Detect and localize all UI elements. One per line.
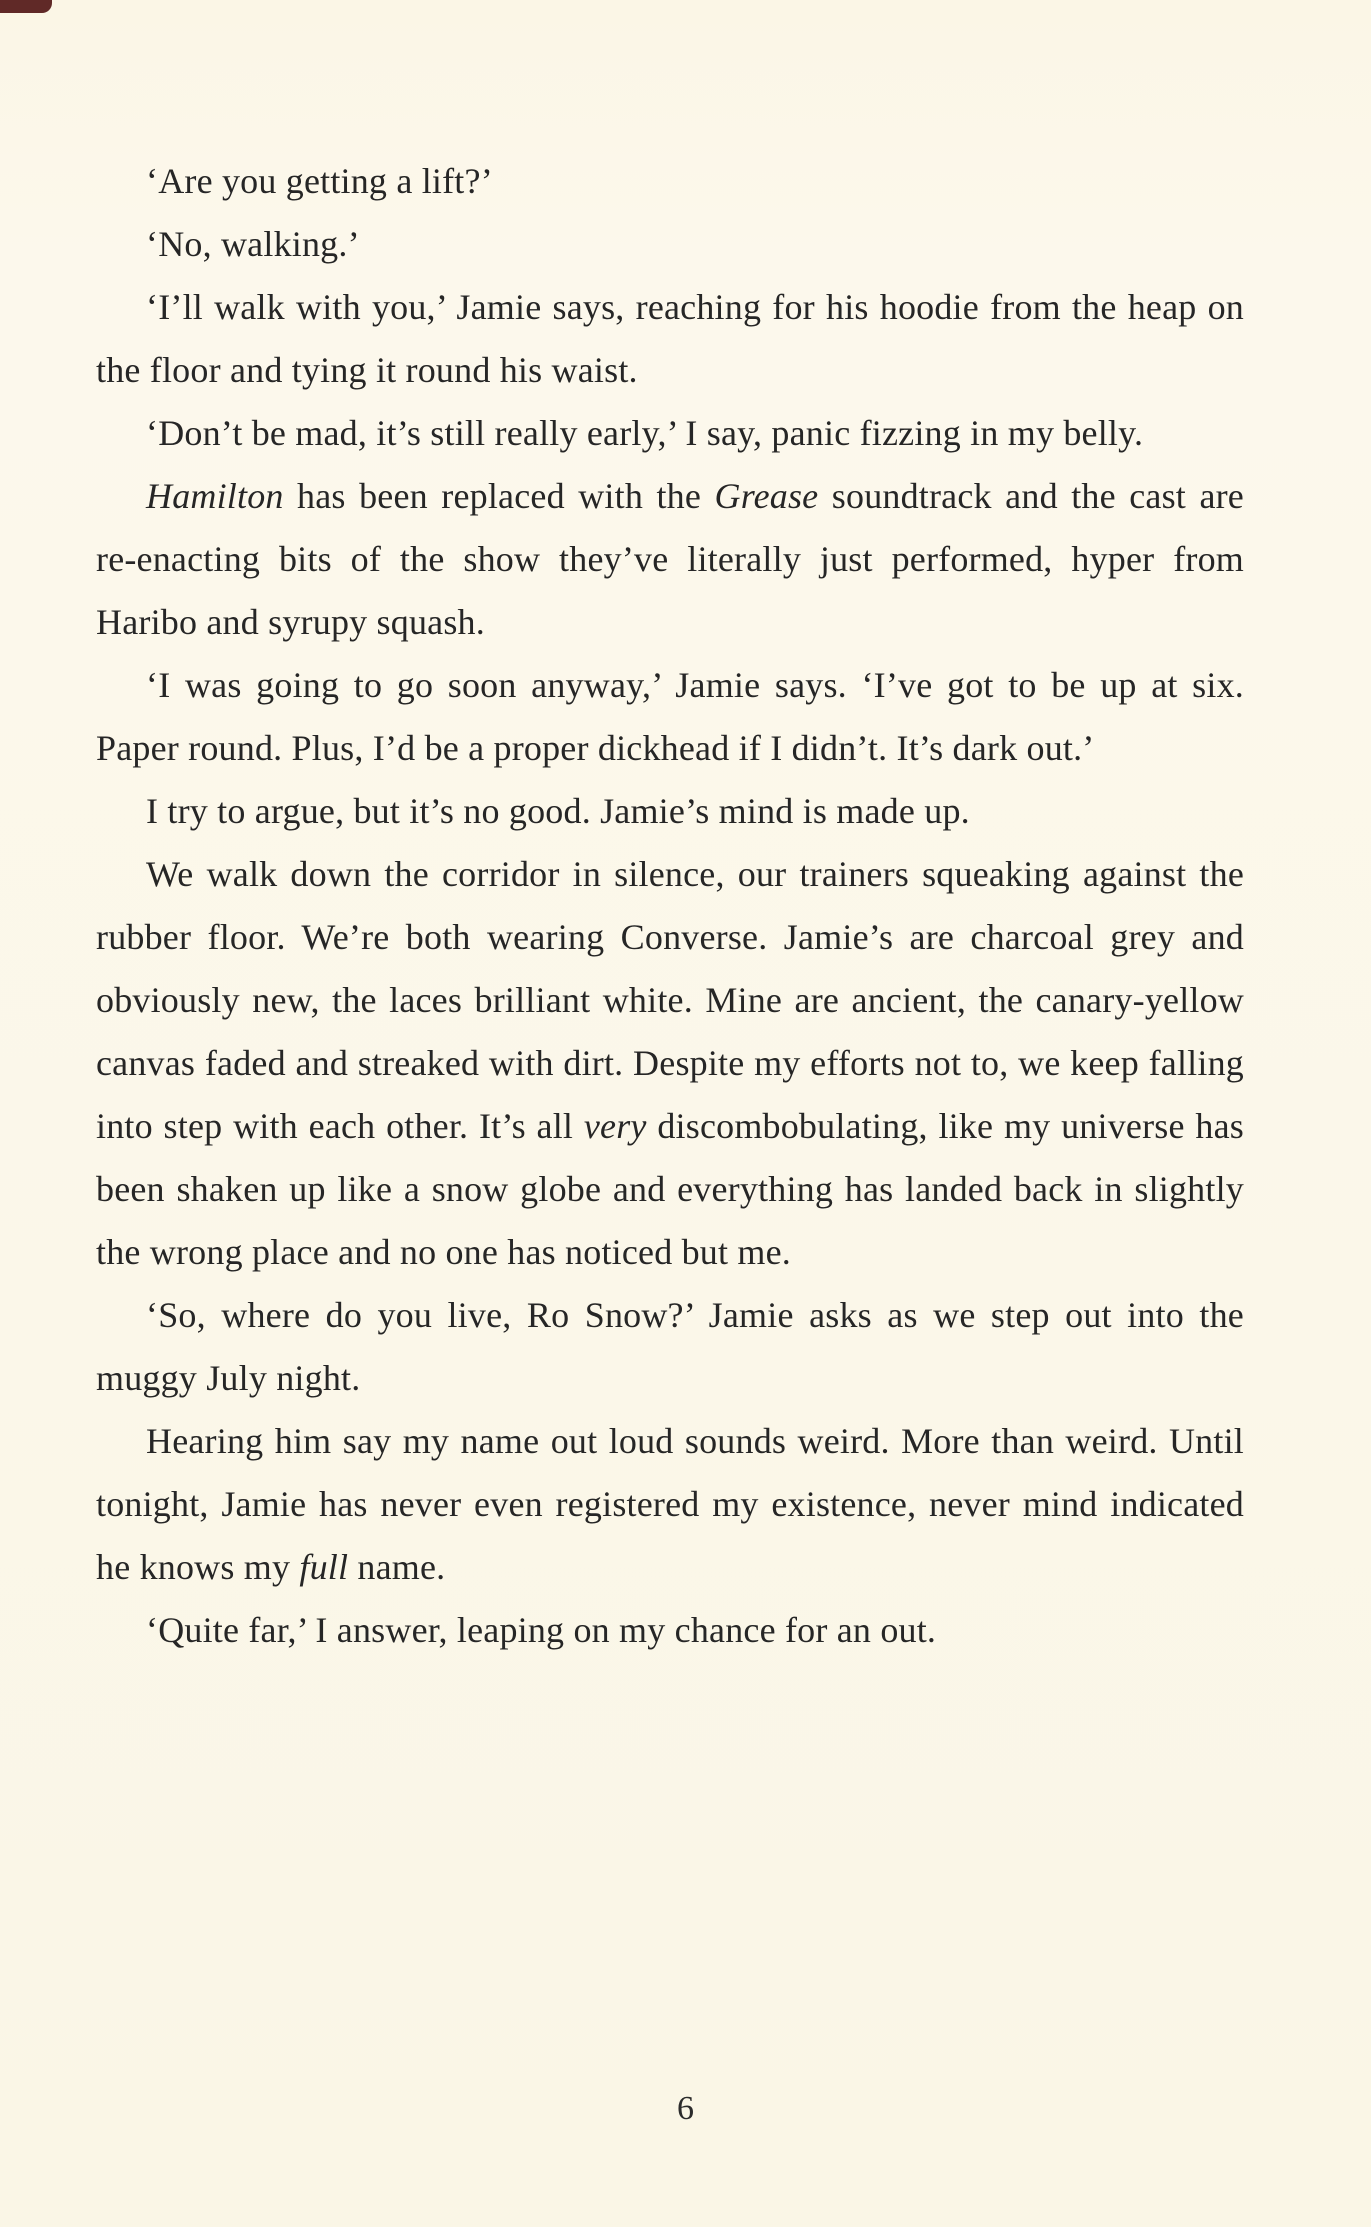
paragraph [96, 276, 1244, 402]
text-segment: name. [348, 1547, 446, 1587]
text-segment: ‘I was going to go soon anyway,’ Jamie says. ‘I’ve got to be up at six. Paper round. Plus, I’d be a proper dickhead if I didn’t. It’s dark out.’ [96, 665, 1244, 768]
italic-text: Hamilton [146, 476, 284, 516]
text-segment: ‘Are you getting a lift?’ [146, 161, 493, 201]
text-segment: has been replaced with the [283, 476, 715, 516]
paragraph [96, 843, 1244, 1284]
paragraph [96, 654, 1244, 780]
text-segment: We walk down the corridor in silence, our trainers squeaking against the rubber floor. We’re both wearing Converse. Jamie’s are charcoal grey and obviously new, the laces brilliant white. Mine are ancient, the canary-yellow canvas faded and streaked with dirt. Despite my efforts not to, we keep falling into step with each other. It’s all [96, 854, 1244, 1146]
page-text-block [96, 150, 1244, 1662]
text-segment: ‘No, walking.’ [146, 224, 360, 264]
scan-edge-artifact [0, 0, 52, 13]
paragraph [96, 465, 1244, 654]
text-segment: ‘Quite far,’ I answer, leaping on my chance for an out. [146, 1610, 937, 1650]
paragraph [96, 1599, 1244, 1662]
italic-text: full [299, 1547, 349, 1587]
paragraph [96, 213, 1244, 276]
text-segment: ‘I’ll walk with you,’ Jamie says, reaching for his hoodie from the heap on the floor and tying it round his waist. [96, 287, 1244, 390]
paragraph [96, 780, 1244, 843]
text-segment: soundtrack and the cast are re-enacting bits of the show they’ve literally just performed, hyper from Haribo and syrupy squash. [96, 476, 1244, 642]
page-number: 6 [677, 2090, 694, 2127]
text-segment: I try to argue, but it’s no good. Jamie’s mind is made up. [146, 791, 970, 831]
text-segment: ‘So, where do you live, Ro Snow?’ Jamie asks as we step out into the muggy July night. [96, 1295, 1244, 1398]
italic-text: Grease [714, 476, 819, 516]
text-segment: Hearing him say my name out loud sounds weird. More than weird. Until tonight, Jamie has never even registered my existence, never mind indicated he knows my [96, 1421, 1244, 1587]
text-segment: ‘Don’t be mad, it’s still really early,’ I say, panic fizzing in my belly. [146, 413, 1144, 453]
text-segment: discombobulating, like my universe has been shaken up like a snow globe and everything has landed back in slightly the wrong place and no one has noticed but me. [96, 1106, 1244, 1272]
paragraph [96, 1284, 1244, 1410]
italic-text: very [583, 1106, 647, 1146]
paragraph [96, 1410, 1244, 1599]
paragraph [96, 402, 1244, 465]
paragraph [96, 150, 1244, 213]
